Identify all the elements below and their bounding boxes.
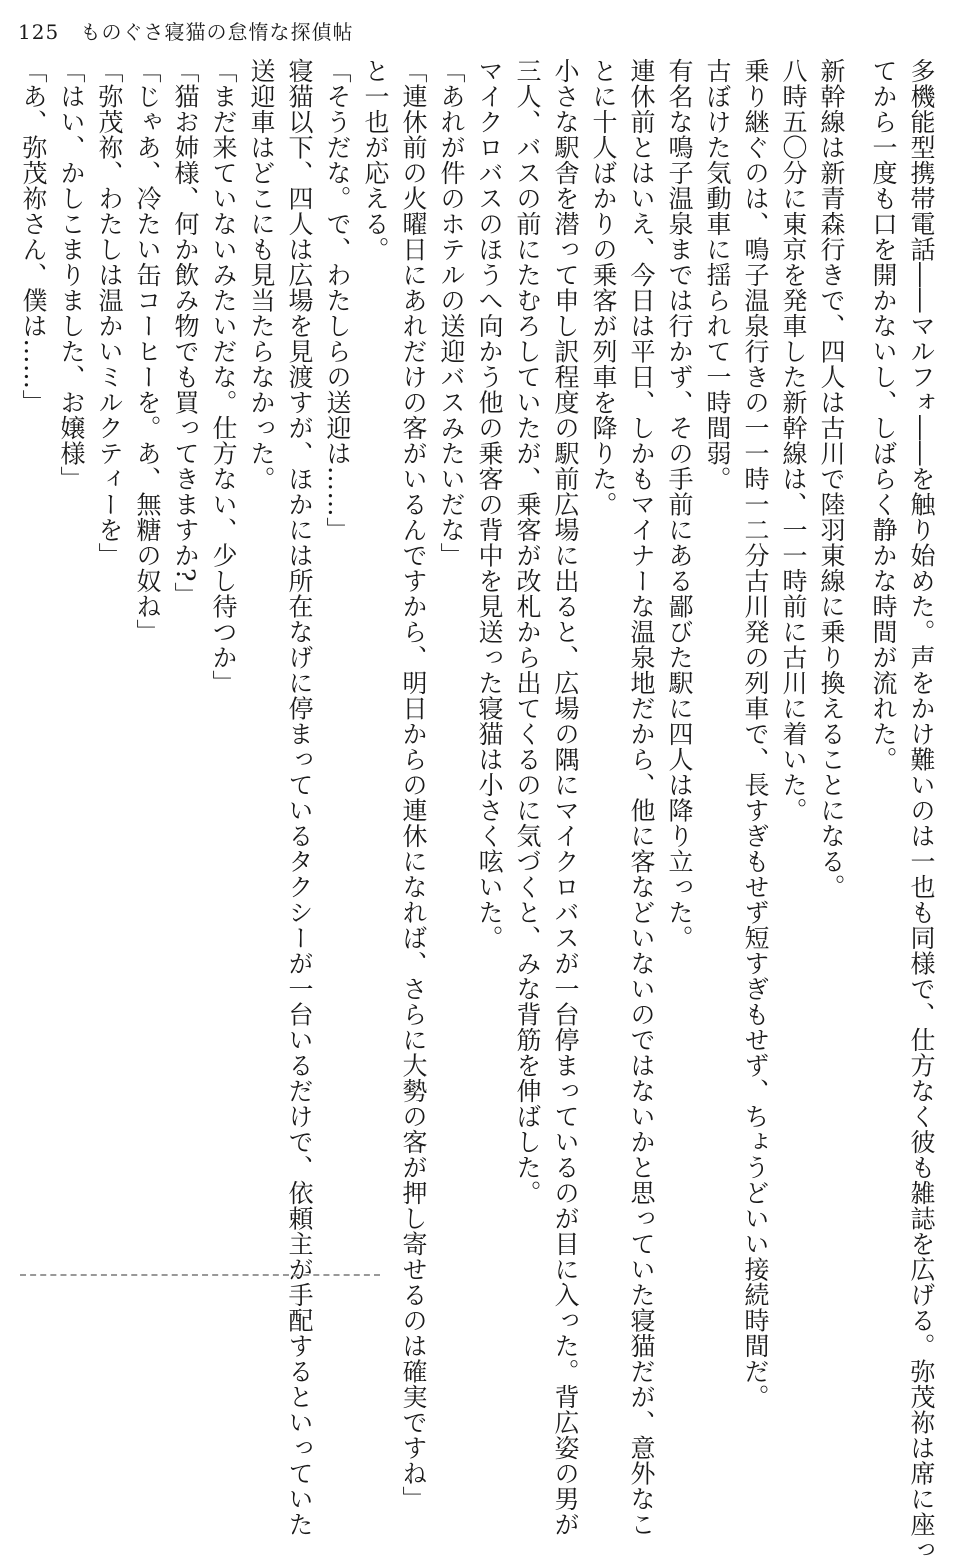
text-line: 乗り継ぐのは、鳴子温泉行きの一一時一二分古川発の列車で、長すぎもせず短すぎもせず、ちょうどいい接続時間だ。 — [741, 58, 770, 1410]
text-line: 連休前とはいえ、今日は平日、しかもマイナーな温泉地だから、他に客などいないのではないかと思っていた寝猫だが、意外なこ — [627, 58, 656, 1537]
text-line: 多機能型携帯電話――マルフォ――を触り始めた。声をかけ難いのは一也も同様で、仕方なく彼も雑誌を広げる。弥茂祢は席に座っ — [907, 58, 936, 1563]
dialogue-line: 「あれが件のホテルの送迎バスみたいだな」 — [437, 58, 466, 568]
page-bottom-rule — [20, 1274, 380, 1280]
text-line: 小さな駅舎を潜って申し訳程度の駅前広場に出ると、広場の隅にマイクロバスが一台停まっているのが目に入った。背広姿の男が — [551, 58, 580, 1537]
text-line: と一也が応える。 — [361, 58, 390, 262]
text-line: 寝猫以下、四人は広場を見渡すが、ほかには所在なげに停まっているタクシーが一台いるだけで、依頼主が手配するといっていた — [285, 58, 314, 1537]
dialogue-line: 「まだ来ていないみたいだな。仕方ない、少し待つか」 — [209, 58, 238, 696]
book-title: ものぐさ寝猫の怠惰な探偵帖 — [80, 20, 354, 44]
text-line: 新幹線は新青森行きで、四人は古川で陸羽東線に乗り換えることになる。 — [817, 58, 846, 900]
dialogue-line: 「猫お姉様、何か飲み物でも買ってきますか?」 — [171, 58, 200, 608]
dialogue-line: 「連休前の火曜日にあれだけの客がいるんですから、明日からの連休になれば、さらに大勢の客が押し寄せるのは確実ですね」 — [399, 58, 428, 1512]
vertical-body-text — [19, 58, 940, 1563]
dialogue-line: 「そうだな。で、わたしらの送迎は……」 — [323, 58, 352, 543]
page-number: 125 — [18, 20, 60, 44]
text-line: 有名な鳴子温泉までは行かず、その手前にある鄙びた駅に四人は降り立った。 — [665, 58, 694, 951]
dialogue-line: 「あ、弥茂祢さん、僕は……」 — [19, 58, 48, 415]
text-line: 三人、バスの前にたむろしていたが、乗客が改札から出てくるのに気づくと、みな背筋を伸ばした。 — [513, 58, 542, 1206]
text-line: とに十人ばかりの乗客が列車を降りた。 — [589, 58, 618, 517]
dialogue-line: 「はい、かしこまりました、お嬢様」 — [57, 58, 86, 492]
dialogue-line: 「弥茂祢、わたしは温かいミルクティーを」 — [95, 58, 124, 568]
text-line: 八時五〇分に東京を発車した新幹線は、一一時前に古川に着いた。 — [779, 58, 808, 823]
text-line: てから一度も口を開かないし、しばらく静かな時間が流れた。 — [869, 58, 898, 772]
text-line: マイクロバスのほうへ向かう他の乗客の背中を見送った寝猫は小さく呟いた。 — [475, 58, 504, 951]
paragraph-gap — [850, 58, 864, 1258]
text-line: 送迎車はどこにも見当たらなかった。 — [247, 58, 276, 492]
page-header — [18, 16, 354, 45]
text-line: 古ぼけた気動車に揺られて一時間弱。 — [703, 58, 732, 492]
dialogue-line: 「じゃあ、冷たい缶コーヒーを。あ、無糖の奴ね」 — [133, 58, 162, 645]
